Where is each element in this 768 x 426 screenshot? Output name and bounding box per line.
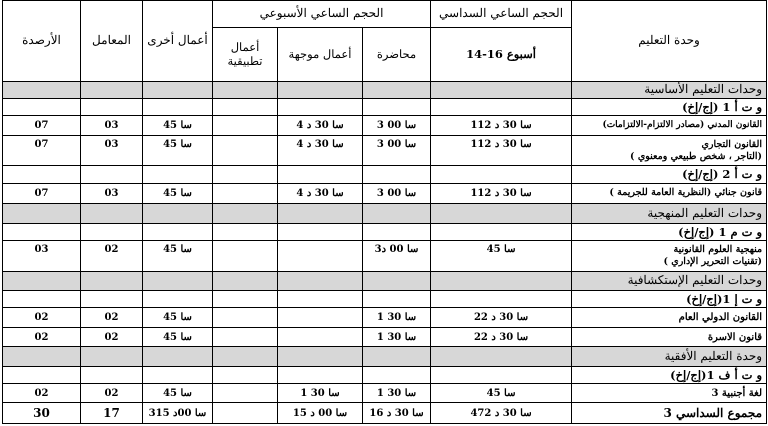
header-weekly-hours: الحجم الساعي الأسبوعي	[213, 1, 431, 28]
section-title: وحدات التعليم الإستكشافية	[572, 271, 767, 290]
other-cell: 45 سا	[143, 241, 213, 272]
table-row	[3, 116, 767, 135]
course-name-cell	[572, 135, 767, 166]
subsection-row	[3, 223, 767, 240]
semester-cell: 112 سا 30 د	[431, 116, 572, 135]
directed-cell	[278, 308, 363, 327]
semester-cell: 112 سا 30 د	[431, 135, 572, 166]
header-other: أعمال أخرى	[143, 1, 213, 82]
header-semester-hours: الحجم الساعي السداسي	[431, 1, 572, 28]
header-credits: الأرصدة	[3, 1, 81, 82]
directed-cell: 4 سا 30 د	[278, 183, 363, 203]
directed-cell	[278, 241, 363, 272]
credits-cell: 07	[3, 135, 81, 166]
semester-cell: 22 سا 30 د	[431, 308, 572, 327]
section-band	[3, 271, 767, 290]
total-coefficient: 17	[81, 403, 143, 424]
subsection-row	[3, 99, 767, 116]
coefficient-cell: 03	[81, 183, 143, 203]
subsection-row	[3, 166, 767, 183]
subsection-title: و ت أ 2 (إج/إخ)	[572, 166, 767, 183]
course-name: منهجية العلوم القانونية	[673, 244, 763, 256]
table-row	[3, 384, 767, 403]
credits-cell: 07	[3, 116, 81, 135]
subsection-title: و ت إ 1(إج/إخ)	[572, 291, 767, 308]
header-row-1	[3, 1, 767, 28]
credits-cell: 02	[3, 308, 81, 327]
table-row	[3, 183, 767, 203]
lecture-cell: 1 سا 30	[363, 327, 431, 346]
applied-cell	[213, 183, 278, 203]
curriculum-table	[2, 0, 767, 424]
header-directed: أعمال موجهة	[278, 27, 363, 81]
credits-cell: 03	[3, 241, 81, 272]
lecture-cell: 1 سا 30	[363, 384, 431, 403]
header-unit: وحدة التعليم	[572, 1, 767, 82]
subsection-title: و ت أ ف 1(إج/إخ)	[572, 366, 767, 383]
lecture-cell: 3سا 00 د	[363, 241, 431, 272]
applied-cell	[213, 241, 278, 272]
course-name: القانون الدولي العام	[572, 308, 767, 327]
course-name-cell	[572, 241, 767, 272]
directed-cell	[278, 327, 363, 346]
semester-cell: 45 سا	[431, 241, 572, 272]
semester-cell: 22 سا 30 د	[431, 327, 572, 346]
subsection-row	[3, 366, 767, 383]
total-credits: 30	[3, 403, 81, 424]
other-cell: 45 سا	[143, 135, 213, 166]
subsection-row	[3, 291, 767, 308]
course-name: القانون التجاري	[701, 139, 763, 151]
total-directed: 15 سا 00 د	[278, 403, 363, 424]
subsection-title: و ت أ 1 (إج/إخ)	[572, 99, 767, 116]
coefficient-cell: 02	[81, 327, 143, 346]
coefficient-cell: 03	[81, 135, 143, 166]
coefficient-cell: 03	[81, 116, 143, 135]
total-row	[3, 403, 767, 424]
credits-cell: 02	[3, 327, 81, 346]
course-name-sub: (تقنيات التحرير الإداري )	[663, 255, 763, 267]
subsection-title: و ت م 1 (إج/إخ)	[572, 223, 767, 240]
header-applied: أعمال تطبيقية	[213, 27, 278, 81]
section-band	[3, 204, 767, 223]
other-cell: 45 سا	[143, 327, 213, 346]
header-lecture: محاضرة	[363, 27, 431, 81]
applied-cell	[213, 308, 278, 327]
other-cell: 45 سا	[143, 116, 213, 135]
other-cell: 45 سا	[143, 308, 213, 327]
lecture-cell: 3 سا 00	[363, 116, 431, 135]
section-band	[3, 347, 767, 366]
directed-cell: 1 سا 30	[278, 384, 363, 403]
header-coefficient: المعامل	[81, 1, 143, 82]
applied-cell	[213, 384, 278, 403]
lecture-cell: 1 سا 30	[363, 308, 431, 327]
course-name: القانون المدني (مصادر الالتزام-الالتزامات)	[572, 116, 767, 135]
table-row	[3, 241, 767, 272]
total-other: 315 سا 00د	[143, 403, 213, 424]
coefficient-cell: 02	[81, 384, 143, 403]
credits-cell: 07	[3, 183, 81, 203]
applied-cell	[213, 135, 278, 166]
other-cell: 45 سا	[143, 183, 213, 203]
credits-cell: 02	[3, 384, 81, 403]
course-name-sub: (التاجر ، شخص طبيعي ومعنوي )	[630, 150, 763, 162]
total-applied	[213, 403, 278, 424]
table-row	[3, 327, 767, 346]
directed-cell: 4 سا 30 د	[278, 116, 363, 135]
semester-cell: 112 سا 30 د	[431, 183, 572, 203]
course-name: قانون الاسرة	[572, 327, 767, 346]
section-title: وحدة التعليم الأفقية	[572, 347, 767, 366]
total-lecture: 16 سا 30 د	[363, 403, 431, 424]
directed-cell: 4 سا 30 د	[278, 135, 363, 166]
other-cell: 45 سا	[143, 384, 213, 403]
course-name: قانون جنائي (النظرية العامة للجريمة )	[572, 183, 767, 203]
lecture-cell: 3 سا 00	[363, 135, 431, 166]
total-semester: 472 سا 30 د	[431, 403, 572, 424]
coefficient-cell: 02	[81, 308, 143, 327]
section-title: وحدات التعليم الأساسية	[572, 81, 767, 98]
table-row	[3, 135, 767, 166]
header-weeks: 14-16 أسبوع	[431, 27, 572, 81]
section-title: وحدات التعليم المنهجية	[572, 204, 767, 223]
table-row	[3, 308, 767, 327]
total-label: مجموع السداسي 3	[572, 403, 767, 424]
semester-cell: 45 سا	[431, 384, 572, 403]
applied-cell	[213, 327, 278, 346]
applied-cell	[213, 116, 278, 135]
course-name: لغة أجنبية 3	[572, 384, 767, 403]
lecture-cell: 3 سا 00	[363, 183, 431, 203]
coefficient-cell: 02	[81, 241, 143, 272]
section-band	[3, 81, 767, 98]
